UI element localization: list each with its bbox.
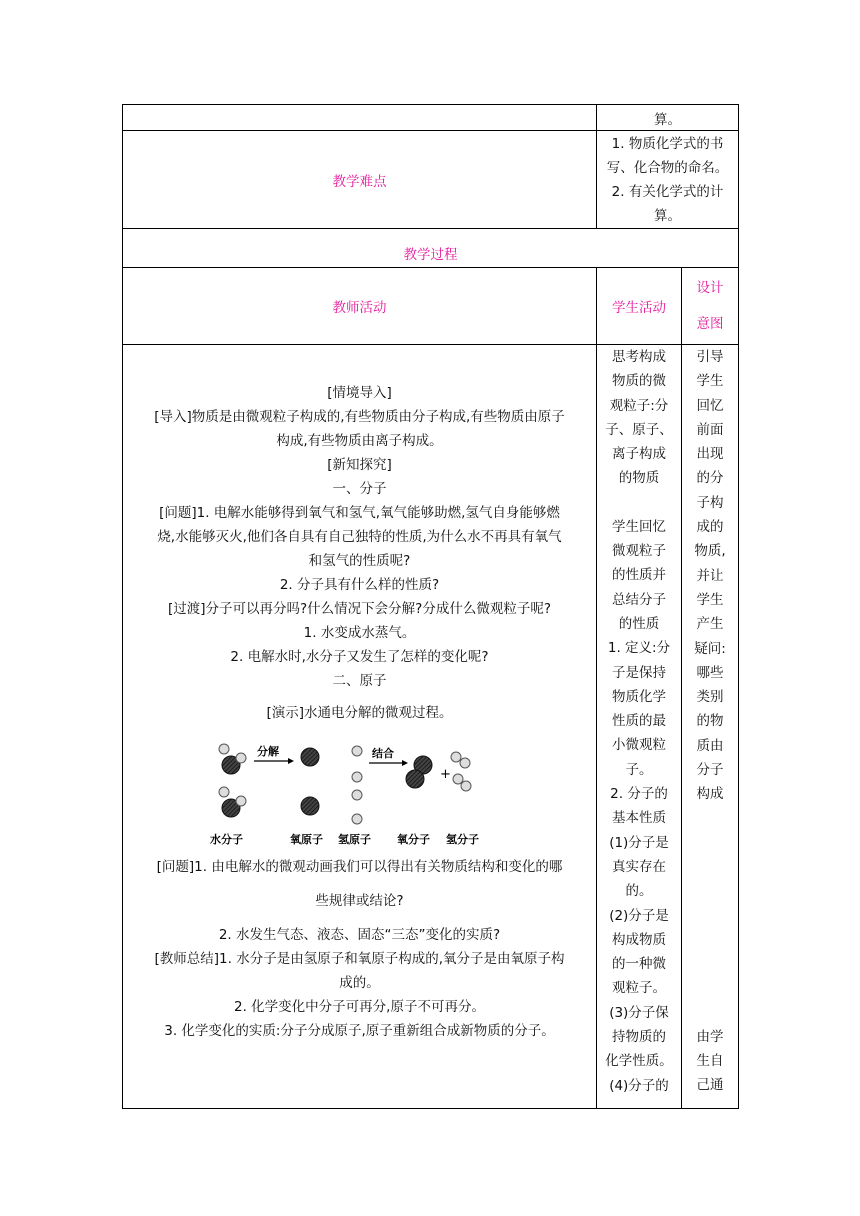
design-line: 生自 — [696, 1052, 724, 1069]
oxygen-atom — [301, 797, 319, 815]
student-line: 小微观粒 — [612, 737, 666, 754]
student-line: (3)分子保 — [609, 1004, 669, 1021]
design-line: 引导 — [696, 349, 724, 365]
student-line: 子是保持 — [612, 664, 666, 681]
design-line: 分子 — [696, 762, 724, 779]
teacher-activity — [123, 345, 597, 1109]
design-line: 学生 — [696, 373, 724, 390]
water-molecule — [219, 744, 246, 774]
teacher-line: 2. 水发生气态、液态、固态“三态”变化的实质? — [218, 927, 501, 943]
student-line: 子、原子、 — [605, 421, 673, 438]
oxygen-atom — [301, 748, 319, 766]
hydrogen-atom — [352, 746, 362, 756]
student-line: 化学性质。 — [605, 1053, 673, 1070]
design-line: 由学 — [696, 1028, 724, 1045]
student-line: 观粒子。 — [612, 980, 666, 997]
difficulty-label: 教学难点 — [123, 131, 597, 229]
header-design — [682, 268, 739, 345]
design-line: 成的 — [696, 519, 724, 536]
teacher-line: 构成,有些物质由离子构成。 — [276, 433, 443, 449]
label-hydrogen-atom: 氢原子 — [337, 833, 371, 846]
design-line: 质由 — [696, 737, 724, 754]
student-line: 基本性质 — [612, 810, 666, 827]
student-line: 真实存在 — [612, 858, 666, 875]
student-activity — [597, 345, 682, 1109]
design-line: 子构 — [696, 494, 724, 511]
difficulty-line: 写、化合物的命名。 — [606, 159, 729, 176]
teacher-line: 2. 电解水时,水分子又发生了怎样的变化呢? — [230, 649, 489, 665]
student-line: (1)分子是 — [609, 834, 669, 851]
design-line: 疑问: — [694, 640, 726, 657]
row-content — [123, 345, 739, 1109]
design-line: 产生 — [696, 616, 724, 633]
design-line: 的物 — [696, 713, 724, 730]
label-hydrogen-molecule: 氢分子 — [445, 833, 479, 846]
design-spacer — [682, 807, 738, 1025]
student-line: 的性质并 — [612, 567, 666, 584]
continued-text: 算。 — [597, 105, 739, 131]
difficulty-content — [597, 131, 739, 229]
student-line: (4)分子的 — [609, 1077, 669, 1094]
student-line: 物质化学 — [612, 688, 666, 705]
design-line: 出现 — [696, 446, 724, 463]
difficulty-line: 2. 有关化学式的计 — [611, 183, 724, 200]
student-line: 观粒子:分 — [609, 397, 669, 414]
student-line: 构成物质 — [612, 931, 666, 948]
design-line: 构成 — [696, 786, 724, 803]
design-line: 物质, — [694, 543, 726, 560]
design-line: 己通 — [696, 1077, 724, 1094]
teacher-line: 烧,水能够灭火,他们各自具有自己独特的性质,为什么水不再具有氧气 — [157, 529, 562, 545]
student-line: 离子构成 — [612, 446, 666, 463]
row-process-title — [123, 229, 739, 268]
design-line: 类别 — [696, 689, 724, 706]
teacher-line: 二、原子 — [332, 673, 387, 689]
header-design-line: 意图 — [696, 316, 724, 332]
hydrogen-molecule — [451, 752, 470, 768]
design-line: 哪些 — [696, 664, 724, 681]
teacher-cell-empty — [123, 105, 597, 131]
teacher-line: [导入]物质是由微观粒子构成的,有些物质由分子构成,有些物质由原子 — [154, 409, 565, 425]
student-line: 的。 — [625, 883, 653, 900]
student-line: 微观粒子 — [612, 543, 666, 560]
label-water-molecule: 水分子 — [209, 833, 243, 846]
label-oxygen-atom: 氧原子 — [289, 833, 323, 846]
teacher-line: [教师总结]1. 水分子是由氢原子和氧原子构成的,氧分子是由氧原子构 — [154, 951, 565, 967]
process-title: 教学过程 — [123, 229, 739, 268]
row-difficulty — [123, 131, 739, 229]
student-line: 思考构成 — [612, 349, 666, 365]
hydrogen-atom — [352, 814, 362, 824]
teacher-line: 和氢气的性质呢? — [308, 553, 411, 569]
teacher-line: 些规律或结论? — [315, 893, 404, 909]
header-teacher: 教师活动 — [123, 268, 597, 345]
water-electrolysis-diagram — [210, 731, 510, 851]
teacher-line: [情境导入] — [327, 385, 392, 401]
plus-sign: + — [439, 767, 451, 782]
teacher-line: 2. 分子具有什么样的性质? — [279, 577, 440, 593]
design-line: 的分 — [696, 470, 724, 487]
row-headers — [123, 268, 739, 345]
student-line: 的物质 — [618, 470, 660, 487]
student-spacer — [597, 491, 681, 515]
student-line: 持物质的 — [612, 1029, 666, 1046]
design-intent — [682, 345, 739, 1109]
design-line: 学生 — [696, 591, 724, 608]
row-continued — [123, 105, 739, 131]
student-line: 的性质 — [618, 615, 660, 632]
student-line: 2. 分子的 — [610, 786, 668, 803]
teacher-line: 1. 水变成水蒸气。 — [303, 625, 416, 641]
arrow-label-decompose: 分解 — [256, 745, 279, 758]
teacher-line: [问题]1. 由电解水的微观动画我们可以得出有关物质结构和变化的哪 — [156, 859, 563, 875]
teacher-line: 一、分子 — [332, 481, 387, 497]
hydrogen-molecule — [453, 774, 471, 791]
student-line: 性质的最 — [612, 713, 666, 730]
difficulty-line: 算。 — [654, 207, 681, 224]
oxygen-molecule — [406, 756, 432, 788]
teacher-line: [过渡]分子可以再分吗?什么情况下会分解?分成什么微观粒子呢? — [167, 601, 552, 617]
design-line: 前面 — [696, 421, 724, 438]
student-line: 1. 定义:分 — [607, 640, 671, 657]
student-line: 物质的微 — [612, 373, 666, 390]
design-line: 回忆 — [696, 397, 724, 414]
student-line: 总结分子 — [612, 591, 666, 608]
teacher-line: 3. 化学变化的实质:分子分成原子,原子重新组合成新物质的分子。 — [164, 1023, 555, 1039]
hydrogen-atom — [352, 790, 362, 800]
design-line: 并让 — [696, 567, 724, 584]
teacher-line: [新知探究] — [327, 457, 392, 473]
lesson-plan-table — [122, 104, 739, 1109]
teacher-line: [问题]1. 电解水能够得到氧气和氢气,氧气能够助燃,氢气自身能够燃 — [159, 505, 560, 521]
label-oxygen-molecule: 氧分子 — [396, 833, 430, 846]
teacher-line: [演示]水通电分解的微观过程。 — [266, 705, 453, 721]
water-molecule — [219, 787, 246, 817]
student-line: 学生回忆 — [612, 518, 666, 535]
arrow-label-combine: 结合 — [371, 747, 394, 760]
student-line: (2)分子是 — [609, 907, 669, 924]
student-line: 子。 — [625, 761, 653, 778]
hydrogen-atom — [352, 772, 362, 782]
student-line: 的一种微 — [612, 956, 666, 973]
header-design-line: 设计 — [696, 280, 724, 296]
header-student: 学生活动 — [597, 268, 682, 345]
difficulty-line: 1. 物质化学式的书 — [611, 135, 724, 152]
teacher-line: 成的。 — [339, 975, 380, 991]
teacher-line: 2. 化学变化中分子可再分,原子不可再分。 — [234, 999, 485, 1015]
